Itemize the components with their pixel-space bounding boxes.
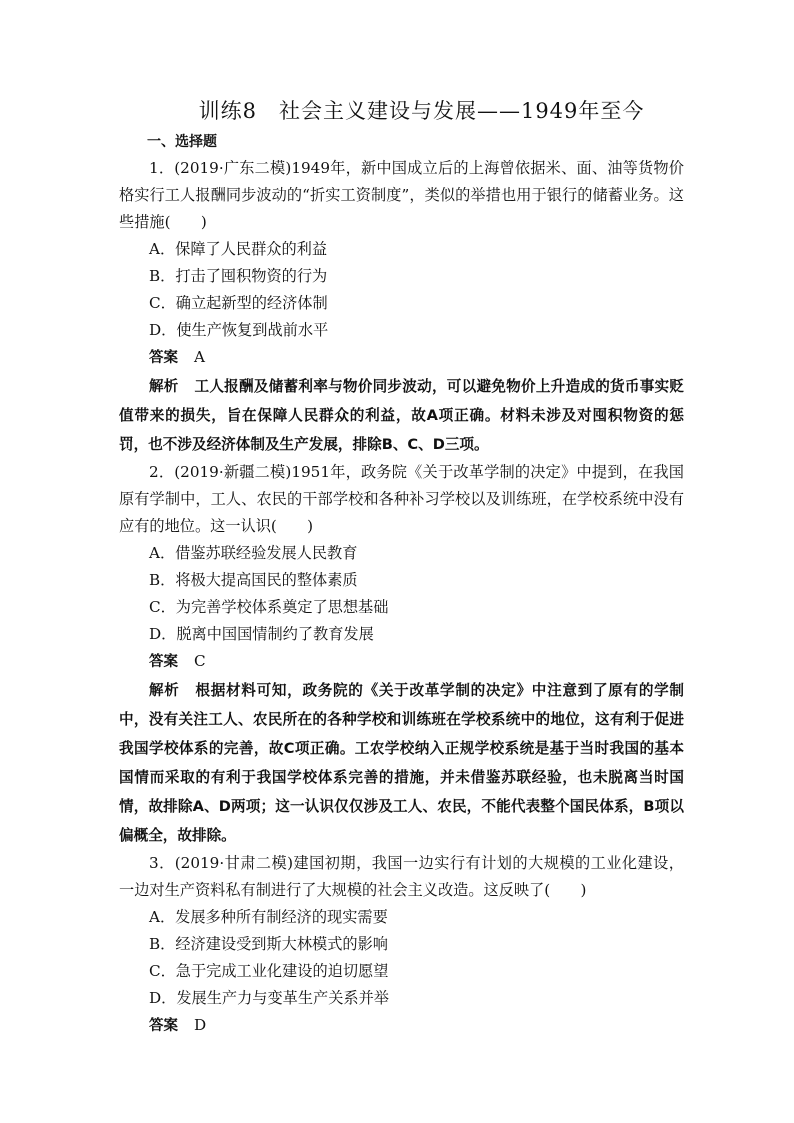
option-d: D．脱离中国国情制约了教育发展 xyxy=(149,625,374,643)
analysis-label: 解析 xyxy=(149,683,180,699)
answer-label: 答案 xyxy=(149,350,178,366)
analysis-paragraph xyxy=(119,676,684,850)
analysis-text: 工人报酬及储蓄利率与物价同步波动，可以避免物价上升造成的货币事实贬值带来的损失，旨在保障人民群众的利益，故A项正确。材料未涉及对囤积物资的惩罚，也不涉及经济体制及生产发展，排除B、C、D三项。 xyxy=(119,378,684,453)
answer-value: C xyxy=(194,652,206,670)
option-a: A．发展多种所有制经济的现实需要 xyxy=(149,908,388,926)
option-b: B．打击了囤积物资的行为 xyxy=(149,267,328,285)
option-d: D．使生产恢复到战前水平 xyxy=(149,321,329,339)
section-heading: 一、选择题 xyxy=(147,134,217,150)
question-stem: 1．(2019·广东二模)1949年，新中国成立后的上海曾依据米、面、油等货物价格实行工人报酬同步波动的“折实工资制度”，类似的举措也用于银行的储蓄业务。这些措施( ) xyxy=(119,159,684,231)
option-c: C．急于完成工业化建设的迫切愿望 xyxy=(149,962,389,980)
answer-line xyxy=(149,648,684,676)
question-stem: 3．(2019·甘肃二模)建国初期，我国一边实行有计划的大规模的工业化建设，一边对生产资料私有制进行了大规模的社会主义改造。这反映了( ) xyxy=(119,854,684,899)
option-a: A．借鉴苏联经验发展人民教育 xyxy=(149,544,358,562)
option-c: C．确立起新型的经济体制 xyxy=(149,294,328,312)
option-d: D．发展生产力与变革生产关系并举 xyxy=(149,989,389,1007)
answer-line xyxy=(149,344,684,372)
analysis-text: 根据材料可知，政务院的《关于改革学制的决定》中注意到了原有的学制中，没有关注工人、农民所在的各种学校和训练班在学校系统中的地位，这有利于促进我国学校体系的完善，故C项正确。工农学校纳入正规学校系统是基于当时我国的基本国情而采取的有利于我国学校体系完善的措施，并未借鉴苏联经验，也未脱离当时国情，故排除A、D两项；这一认识仅仅涉及工人、农民，不能代表整个国民体系，B项以偏概全，故排除。 xyxy=(119,682,685,844)
answer-line xyxy=(149,1012,684,1040)
page-title: 训练8 社会主义建设与发展——1949年至今 xyxy=(198,99,645,123)
option-a: A．保障了人民群众的利益 xyxy=(149,240,328,258)
question-2 xyxy=(119,459,684,850)
analysis-label: 解析 xyxy=(149,379,179,395)
option-b: B．将极大提高国民的整体素质 xyxy=(149,571,358,589)
question-stem: 2．(2019·新疆二模)1951年，政务院《关于改革学制的决定》中提到，在我国原有学制中，工人、农民的干部学校和各种补习学校以及训练班，在学校系统中没有应有的地位。这一认识( ) xyxy=(119,463,684,535)
answer-label: 答案 xyxy=(149,1018,178,1034)
option-b: B．经济建设受到斯大林模式的影响 xyxy=(149,935,388,953)
option-c: C．为完善学校体系奠定了思想基础 xyxy=(149,598,389,616)
question-3 xyxy=(119,850,684,1040)
question-1 xyxy=(119,155,684,459)
answer-value: A xyxy=(194,348,205,366)
answer-value: D xyxy=(194,1016,207,1034)
analysis-paragraph xyxy=(119,372,684,459)
answer-label: 答案 xyxy=(149,654,178,670)
